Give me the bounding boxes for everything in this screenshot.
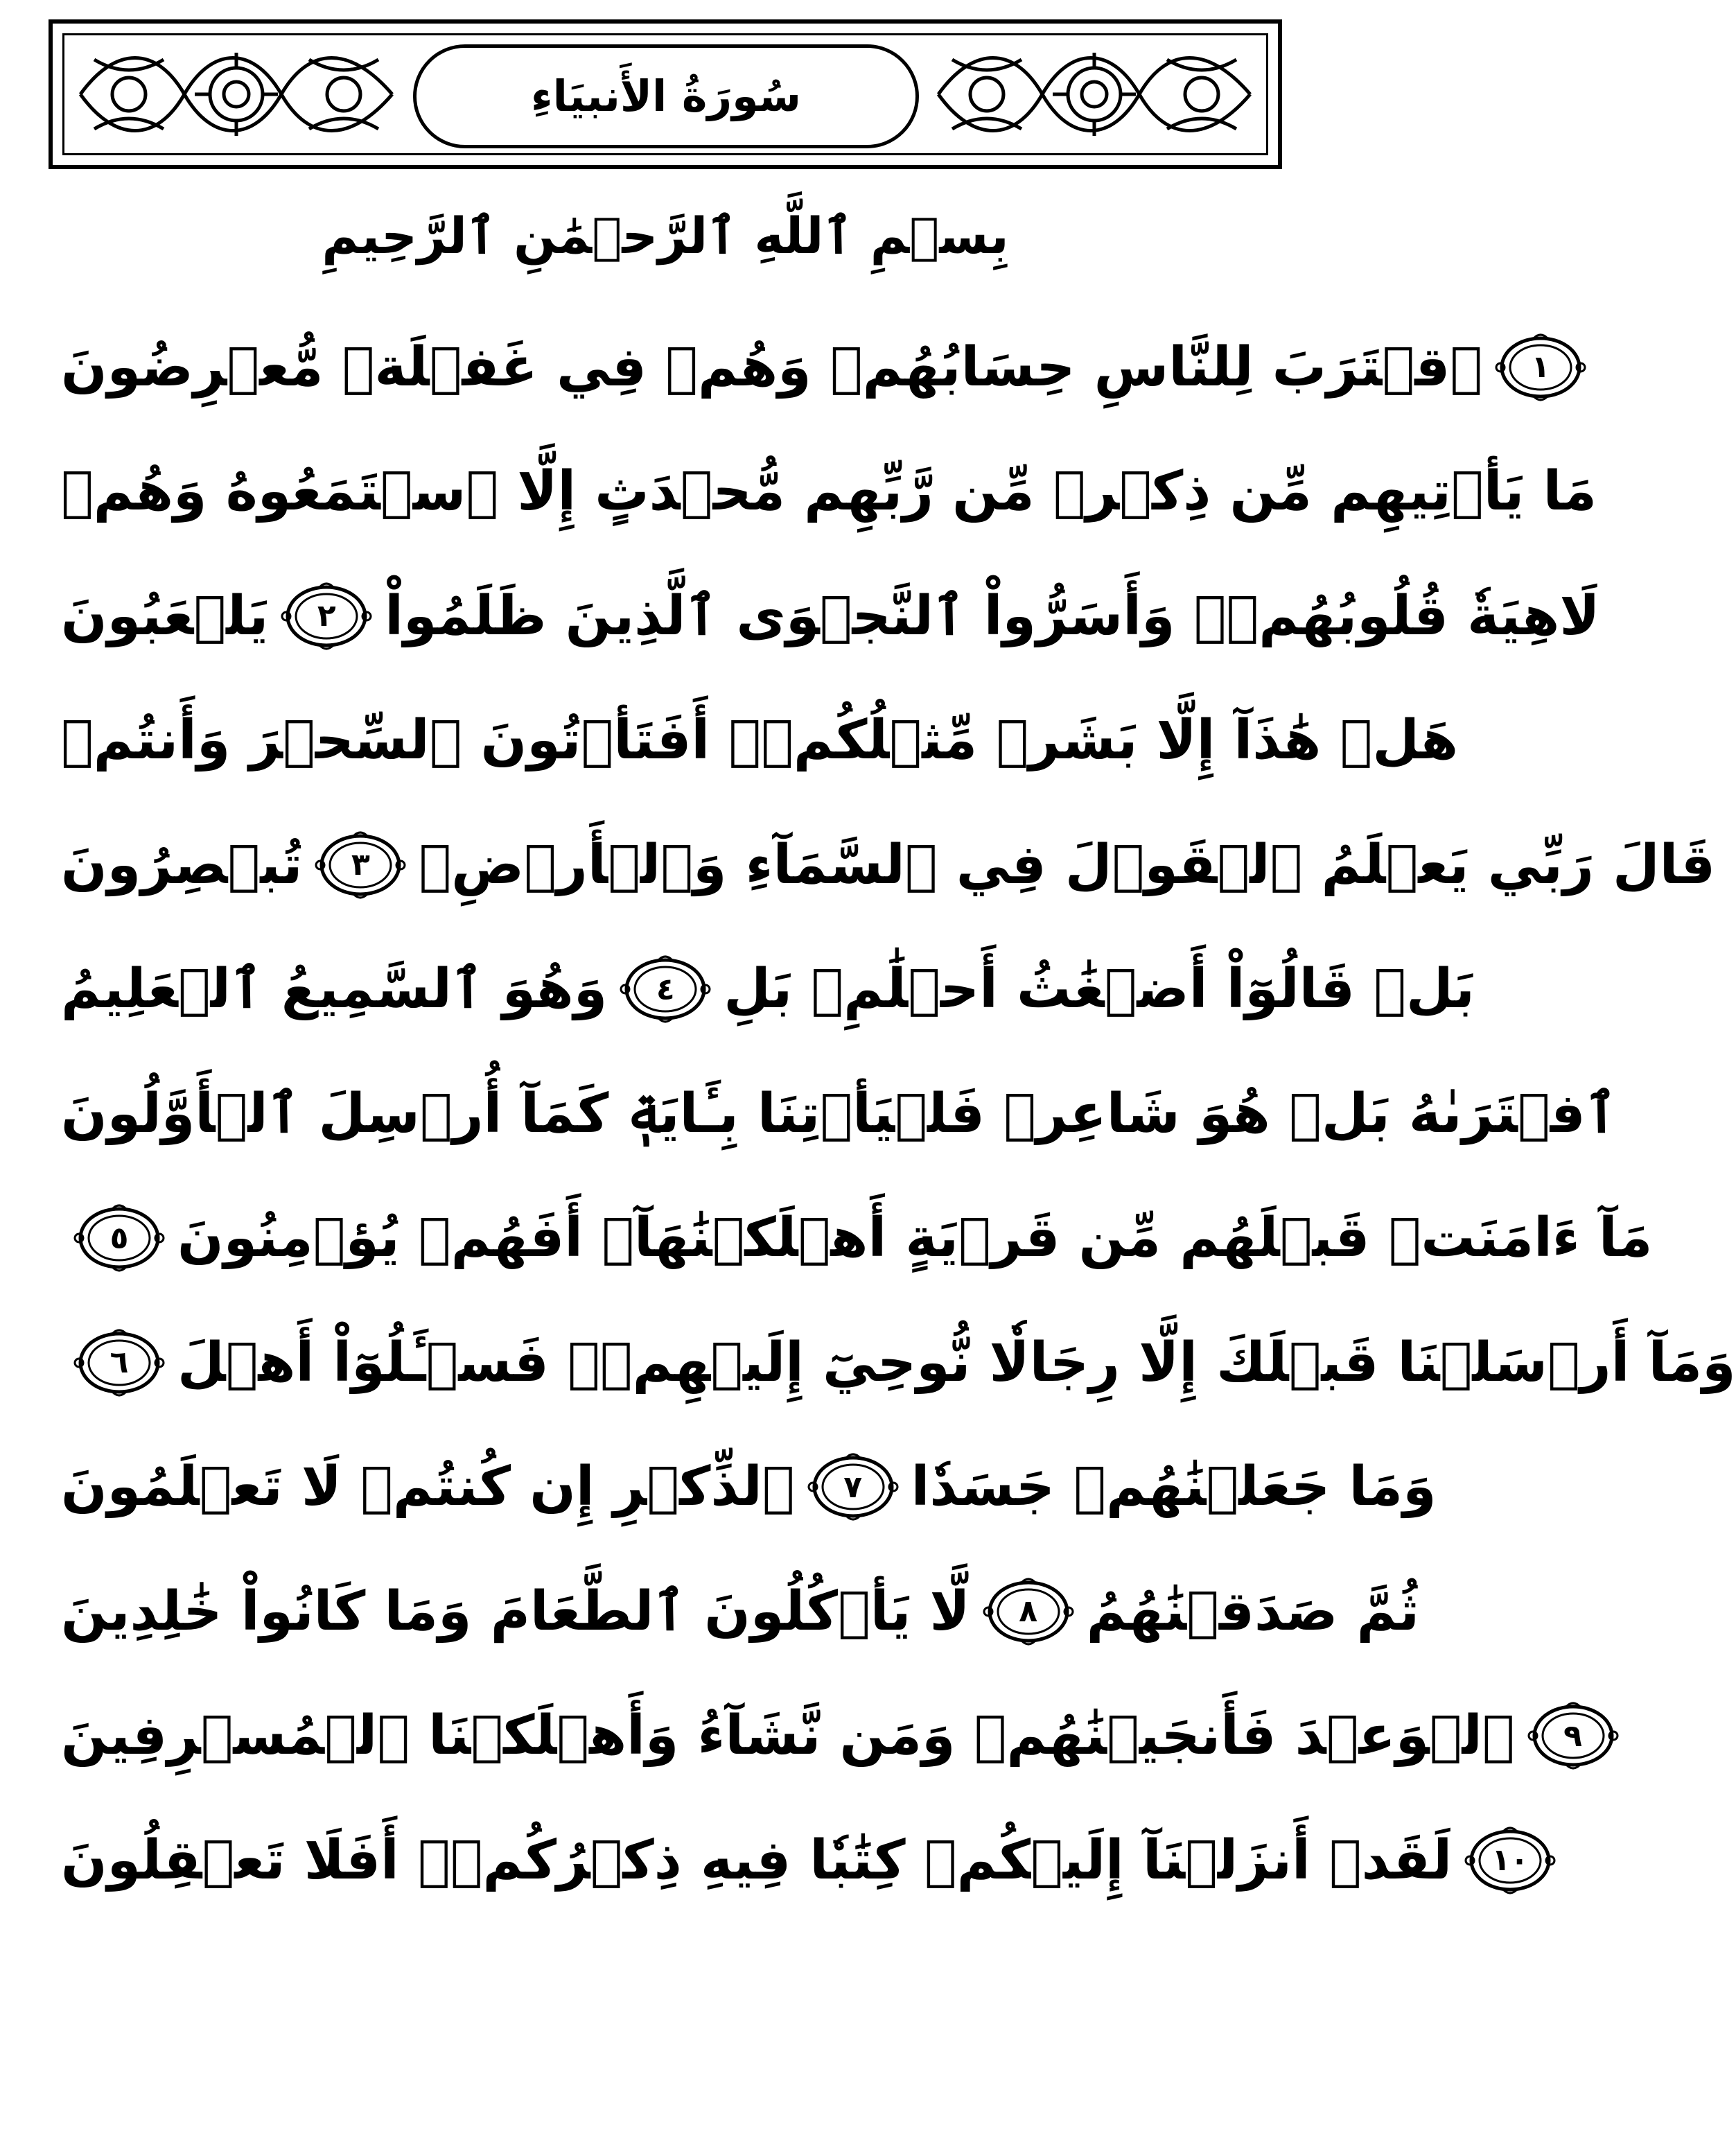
verse-text: قَالَ رَبِّي يَعۡلَمُ ٱلۡقَوۡلَ فِي ٱلسَّمَآءِ وَٱلۡأَرۡضِۖ bbox=[419, 833, 1716, 896]
verse-line bbox=[61, 1176, 1653, 1301]
verse-line bbox=[61, 1549, 1420, 1674]
verse-text: لَاهِيَةٗ قُلُوبُهُمۡۗ وَأَسَرُّواْ ٱلنَّجۡوَى ٱلَّذِينَ ظَلَمُواْ bbox=[385, 584, 1600, 647]
surah-name-cartouche bbox=[413, 44, 919, 148]
ayah-number-marker bbox=[281, 582, 372, 651]
verse-line bbox=[61, 430, 1597, 555]
ayah-number: ٤ bbox=[656, 971, 675, 1007]
ayah-number: ٦ bbox=[109, 1345, 129, 1381]
ayah-number-marker bbox=[1464, 1826, 1556, 1895]
ayah-number-marker bbox=[620, 955, 711, 1024]
surah-title: سُورَةُ الأَنبيَاءِ bbox=[530, 71, 801, 121]
verse-line bbox=[61, 554, 1600, 679]
ayah-number-marker bbox=[983, 1577, 1074, 1646]
ayah-number-marker bbox=[807, 1452, 899, 1522]
verse-line bbox=[61, 1300, 1736, 1425]
verse-text: يَلۡعَبُونَ bbox=[61, 584, 269, 647]
basmala: بِسۡمِ ٱللَّهِ ٱلرَّحۡمَٰنِ ٱلرَّحِيمِ bbox=[322, 207, 1009, 265]
verse-text: وَمَا جَعَلۡنَٰهُمۡ جَسَدٗا bbox=[911, 1456, 1437, 1519]
verse-line bbox=[61, 679, 1459, 803]
verse-line bbox=[61, 1674, 1583, 1799]
verse-text: بَلۡ قَالُوٓاْ أَضۡغَٰثُ أَحۡلَٰمِۭ بَلِ bbox=[724, 958, 1475, 1021]
verse-text: لَّا يَأۡكُلُونَ ٱلطَّعَامَ وَمَا كَانُواْ خَٰلِدِينَ bbox=[61, 1580, 970, 1643]
ayah-number-marker bbox=[1527, 1701, 1619, 1770]
verse-line bbox=[61, 1425, 1437, 1550]
verse-text: هَلۡ هَٰذَآ إِلَّا بَشَرٞ مِّثۡلُكُمۡۖ أَفَتَأۡتُونَ ٱلسِّحۡرَ وَأَنتُمۡ bbox=[61, 709, 1459, 772]
ayah-number: ٥ bbox=[109, 1220, 129, 1256]
ayah-number: ٣ bbox=[351, 847, 370, 883]
ayah-number: ١٠ bbox=[1491, 1842, 1529, 1879]
verse-text: ٱلۡوَعۡدَ فَأَنجَيۡنَٰهُمۡ وَمَن نَّشَآءُ وَأَهۡلَكۡنَا ٱلۡمُسۡرِفِينَ bbox=[61, 1705, 1515, 1768]
verse-text: تُبۡصِرُونَ bbox=[61, 833, 303, 896]
ayah-number: ٧ bbox=[843, 1469, 863, 1505]
ayah-number: ٢ bbox=[317, 598, 336, 634]
floral-ornament-icon bbox=[73, 39, 399, 150]
ayah-number-marker bbox=[73, 1203, 165, 1273]
verse-text: لَقَدۡ أَنزَلۡنَآ إِلَيۡكُمۡ كِتَٰبٗا فِيهِ ذِكۡرُكُمۡۚ أَفَلَا تَعۡقِلُونَ bbox=[61, 1829, 1453, 1892]
verse-line bbox=[61, 1052, 1617, 1176]
verse-text: وَمَآ أَرۡسَلۡنَا قَبۡلَكَ إِلَّا رِجَالٗا نُّوحِيٓ إِلَيۡهِمۡۖ فَسۡـَٔلُوٓاْ أَهۡلَ bbox=[177, 1331, 1736, 1394]
ayah-number: ١ bbox=[1531, 349, 1550, 385]
verse-line bbox=[61, 927, 1475, 1052]
ayah-number: ٨ bbox=[1019, 1594, 1038, 1630]
verse-text: ٱقۡتَرَبَ لِلنَّاسِ حِسَابُهُمۡ وَهُمۡ فِي غَفۡلَةٖ مُّعۡرِضُونَ bbox=[61, 335, 1483, 399]
surah-header-frame bbox=[49, 19, 1282, 169]
ayah-number-marker bbox=[73, 1328, 165, 1397]
ayah-number: ٩ bbox=[1563, 1718, 1583, 1754]
verse-text: ٱفۡتَرَىٰهُ بَلۡ هُوَ شَاعِرٞ فَلۡيَأۡتِنَا بِـَٔايَةٖ كَمَآ أُرۡسِلَ ٱلۡأَوَّلُونَ bbox=[61, 1082, 1617, 1145]
verse-text: ٱلذِّكۡرِ إِن كُنتُمۡ لَا تَعۡلَمُونَ bbox=[61, 1456, 795, 1519]
verse-line bbox=[61, 803, 1716, 927]
verse-line bbox=[61, 1798, 1529, 1923]
verse-text: مَآ ءَامَنَتۡ قَبۡلَهُم مِّن قَرۡيَةٍ أَهۡلَكۡنَٰهَآۖ أَفَهُمۡ يُؤۡمِنُونَ bbox=[177, 1207, 1653, 1270]
verse-text: مَا يَأۡتِيهِم مِّن ذِكۡرٖ مِّن رَّبِّهِم مُّحۡدَثٍ إِلَّا ٱسۡتَمَعُوهُ وَهُمۡ bbox=[61, 460, 1597, 523]
ayah-number-marker bbox=[315, 830, 406, 900]
verse-text: ثُمَّ صَدَقۡنَٰهُمُ bbox=[1086, 1580, 1420, 1643]
verse-lines bbox=[61, 305, 1736, 1923]
verse-text: وَهُوَ ٱلسَّمِيعُ ٱلۡعَلِيمُ bbox=[61, 958, 608, 1021]
floral-ornament-icon bbox=[931, 39, 1257, 150]
ayah-number-marker bbox=[1495, 333, 1586, 402]
verse-line bbox=[61, 305, 1550, 430]
